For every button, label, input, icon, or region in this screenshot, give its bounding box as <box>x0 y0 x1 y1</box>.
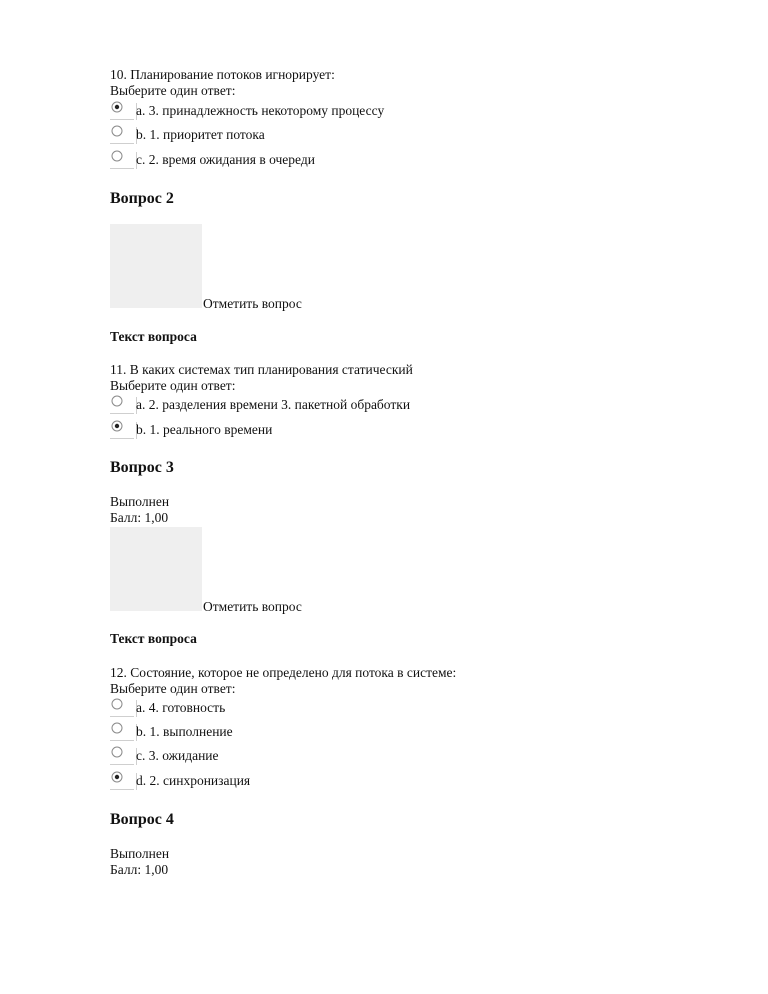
radio-unchecked-icon[interactable] <box>110 149 134 169</box>
flag-icon[interactable] <box>110 224 202 308</box>
answer-label: b. 1. приоритет потока <box>136 127 265 142</box>
question-heading: Вопрос 2 <box>110 190 174 207</box>
answer-label: a. 4. готовность <box>136 700 226 715</box>
radio-unchecked-icon[interactable] <box>110 721 134 741</box>
answer-label: b. 1. реального времени <box>136 422 273 437</box>
answer-label: a. 2. разделения времени 3. пакетной обработки <box>136 397 411 412</box>
radio-checked-icon[interactable] <box>110 770 134 790</box>
question-status: Выполнен <box>110 846 170 861</box>
flag-question-link[interactable]: Отметить вопрос <box>203 599 302 614</box>
answer-prompt: Выберите один ответ: <box>110 681 236 696</box>
radio-unchecked-icon[interactable] <box>110 745 134 765</box>
question-score: Балл: 1,00 <box>110 510 169 525</box>
question-text: 11. В каких системах тип планирования статический <box>110 362 413 377</box>
question-status: Выполнен <box>110 494 170 509</box>
question-score: Балл: 1,00 <box>110 862 169 877</box>
answer-label: d. 2. синхронизация <box>136 773 251 788</box>
radio-unchecked-icon[interactable] <box>110 124 134 144</box>
answer-prompt: Выберите один ответ: <box>110 83 236 98</box>
radio-unchecked-icon[interactable] <box>110 394 134 414</box>
radio-checked-icon[interactable] <box>110 100 134 120</box>
answer-prompt: Выберите один ответ: <box>110 378 236 393</box>
answer-label: c. 2. время ожидания в очереди <box>136 152 315 167</box>
answer-label: c. 3. ожидание <box>136 748 219 763</box>
question-text-heading: Текст вопроса <box>110 329 197 344</box>
question-text: 10. Планирование потоков игнорирует: <box>110 67 335 82</box>
question-heading: Вопрос 3 <box>110 459 174 476</box>
answer-label: a. 3. принадлежность некоторому процессу <box>136 103 385 118</box>
answer-label: b. 1. выполнение <box>136 724 233 739</box>
flag-icon[interactable] <box>110 527 202 611</box>
question-text: 12. Состояние, которое не определено для потока в системе: <box>110 665 457 680</box>
question-heading: Вопрос 4 <box>110 811 174 828</box>
radio-checked-icon[interactable] <box>110 419 134 439</box>
flag-question-link[interactable]: Отметить вопрос <box>203 296 302 311</box>
radio-unchecked-icon[interactable] <box>110 697 134 717</box>
question-text-heading: Текст вопроса <box>110 631 197 646</box>
